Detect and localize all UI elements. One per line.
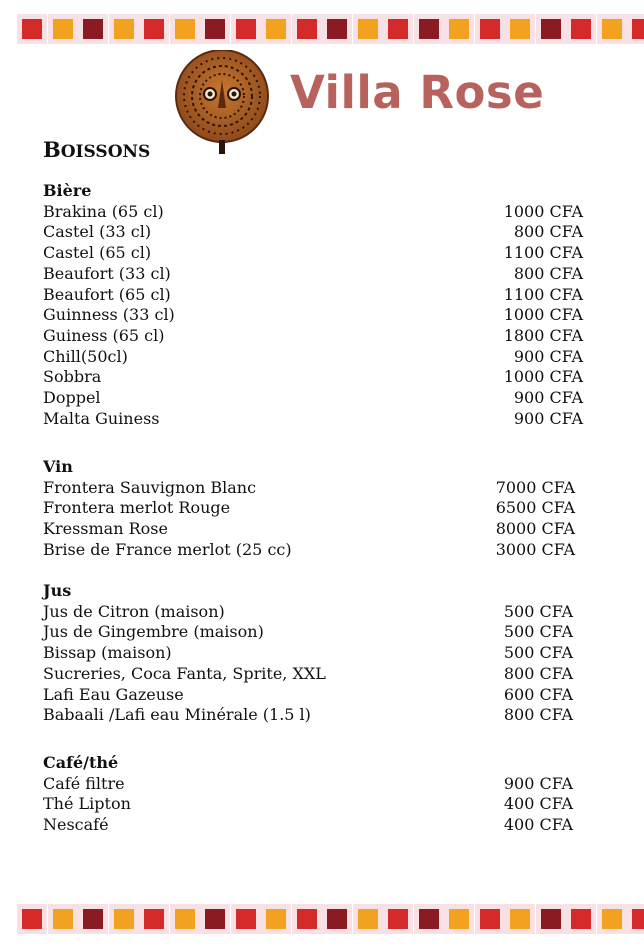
menu-item <box>43 664 573 685</box>
item-price: 1000 CFA <box>503 305 583 325</box>
item-price: 8000 CFA <box>495 519 575 539</box>
band-square <box>510 909 530 929</box>
band-square <box>571 19 591 39</box>
item-name: Guiness (65 cl) <box>43 325 165 345</box>
item-name: Beaufort (65 cl) <box>43 284 171 304</box>
band-square <box>175 909 195 929</box>
band-square <box>541 19 561 39</box>
item-price: 900 CFA <box>513 408 583 428</box>
menu-item <box>43 347 583 368</box>
menu-item <box>43 602 573 623</box>
band-square <box>602 909 622 929</box>
band-square <box>236 19 256 39</box>
band-square <box>22 19 42 39</box>
bottom-decorative-band <box>0 900 644 940</box>
item-name: Thé Lipton <box>43 794 131 814</box>
item-price: 800 CFA <box>503 663 573 683</box>
item-name: Castel (65 cl) <box>43 243 152 263</box>
item-price: 800 CFA <box>513 222 583 242</box>
band-square <box>388 19 408 39</box>
item-name: Sucreries, Coca Fanta, Sprite, XXL <box>43 663 326 683</box>
item-price: 1000 CFA <box>503 367 583 387</box>
item-name: Chill(50cl) <box>43 346 128 366</box>
band-square <box>297 19 317 39</box>
section-title: Jus <box>43 581 72 600</box>
band-square <box>358 19 378 39</box>
band-square <box>327 909 347 929</box>
menu-item <box>43 367 583 388</box>
page-title: BOISSONS <box>43 137 151 162</box>
band-square <box>449 19 469 39</box>
item-price: 800 CFA <box>513 263 583 283</box>
menu-item <box>43 285 583 306</box>
item-price: 900 CFA <box>513 346 583 366</box>
item-price: 500 CFA <box>503 643 573 663</box>
band-square <box>388 909 408 929</box>
band-square <box>632 19 644 39</box>
item-price: 500 CFA <box>503 622 573 642</box>
item-name: Beaufort (33 cl) <box>43 263 171 283</box>
item-price: 1000 CFA <box>503 201 583 221</box>
band-square <box>541 909 561 929</box>
brand-name: Villa Rose <box>290 66 545 119</box>
menu-item <box>43 498 575 519</box>
item-price: 1800 CFA <box>503 325 583 345</box>
section-title: Café/thé <box>43 753 119 772</box>
item-name: Guinness (33 cl) <box>43 305 175 325</box>
band-square <box>510 19 530 39</box>
band-square <box>266 19 286 39</box>
band-square <box>480 19 500 39</box>
section-title: Vin <box>43 457 73 476</box>
menu-item <box>43 519 575 540</box>
menu-item <box>43 243 583 264</box>
item-name: Sobbra <box>43 367 102 387</box>
band-square <box>175 19 195 39</box>
item-price: 6500 CFA <box>495 498 575 518</box>
menu-item <box>43 685 573 706</box>
menu-item <box>43 409 583 430</box>
band-square <box>83 909 103 929</box>
menu-item <box>43 540 575 561</box>
item-price: 500 CFA <box>503 601 573 621</box>
band-square <box>236 909 256 929</box>
item-price: 800 CFA <box>503 705 573 725</box>
band-square <box>480 909 500 929</box>
item-name: Doppel <box>43 388 101 408</box>
item-name: Frontera Sauvignon Blanc <box>43 477 257 497</box>
item-price: 7000 CFA <box>495 477 575 497</box>
band-square <box>144 909 164 929</box>
menu-item <box>43 388 583 409</box>
band-square <box>419 909 439 929</box>
item-price: 900 CFA <box>503 773 573 793</box>
menu-item <box>43 222 583 243</box>
item-name: Babaali /Lafi eau Minérale (1.5 l) <box>43 705 311 725</box>
band-square <box>419 19 439 39</box>
band-square <box>449 909 469 929</box>
menu-item <box>43 264 583 285</box>
band-square <box>205 909 225 929</box>
menu-item <box>43 643 573 664</box>
band-square <box>571 909 591 929</box>
item-name: Café filtre <box>43 773 125 793</box>
item-price: 1100 CFA <box>503 243 583 263</box>
band-square <box>83 19 103 39</box>
menu-item <box>43 815 573 836</box>
top-decorative-band <box>0 10 644 50</box>
band-square <box>632 909 644 929</box>
mask-logo-icon <box>172 50 272 154</box>
band-square <box>327 19 347 39</box>
item-price: 3000 CFA <box>495 539 575 559</box>
item-name: Lafi Eau Gazeuse <box>43 684 184 704</box>
section-cafe <box>43 753 573 836</box>
section-title: Bière <box>43 181 92 200</box>
item-name: Malta Guiness <box>43 408 160 428</box>
menu-item <box>43 774 573 795</box>
band-square <box>266 909 286 929</box>
band-square <box>114 19 134 39</box>
band-square <box>358 909 378 929</box>
menu-item <box>43 705 573 726</box>
item-price: 600 CFA <box>503 684 573 704</box>
item-name: Kressman Rose <box>43 519 168 539</box>
band-square <box>297 909 317 929</box>
item-price: 400 CFA <box>503 794 573 814</box>
menu-item <box>43 794 573 815</box>
band-square <box>53 909 73 929</box>
item-name: Brakina (65 cl) <box>43 201 164 221</box>
band-square <box>205 19 225 39</box>
item-name: Jus de Gingembre (maison) <box>43 622 264 642</box>
item-price: 1100 CFA <box>503 284 583 304</box>
band-square <box>114 909 134 929</box>
item-name: Bissap (maison) <box>43 643 172 663</box>
section-biere <box>43 181 583 429</box>
band-square <box>53 19 73 39</box>
menu-item <box>43 622 573 643</box>
section-vin <box>43 457 575 561</box>
section-jus <box>43 581 573 726</box>
band-square <box>144 19 164 39</box>
item-name: Nescafé <box>43 815 109 835</box>
menu-item <box>43 326 583 347</box>
item-price: 400 CFA <box>503 815 573 835</box>
item-name: Castel (33 cl) <box>43 222 152 242</box>
menu-item <box>43 202 583 223</box>
band-square <box>22 909 42 929</box>
item-name: Frontera merlot Rouge <box>43 498 231 518</box>
item-price: 900 CFA <box>513 388 583 408</box>
band-square <box>602 19 622 39</box>
item-name: Jus de Citron (maison) <box>43 601 225 621</box>
menu-item <box>43 305 583 326</box>
item-name: Brise de France merlot (25 cc) <box>43 539 292 559</box>
menu-item <box>43 478 575 499</box>
